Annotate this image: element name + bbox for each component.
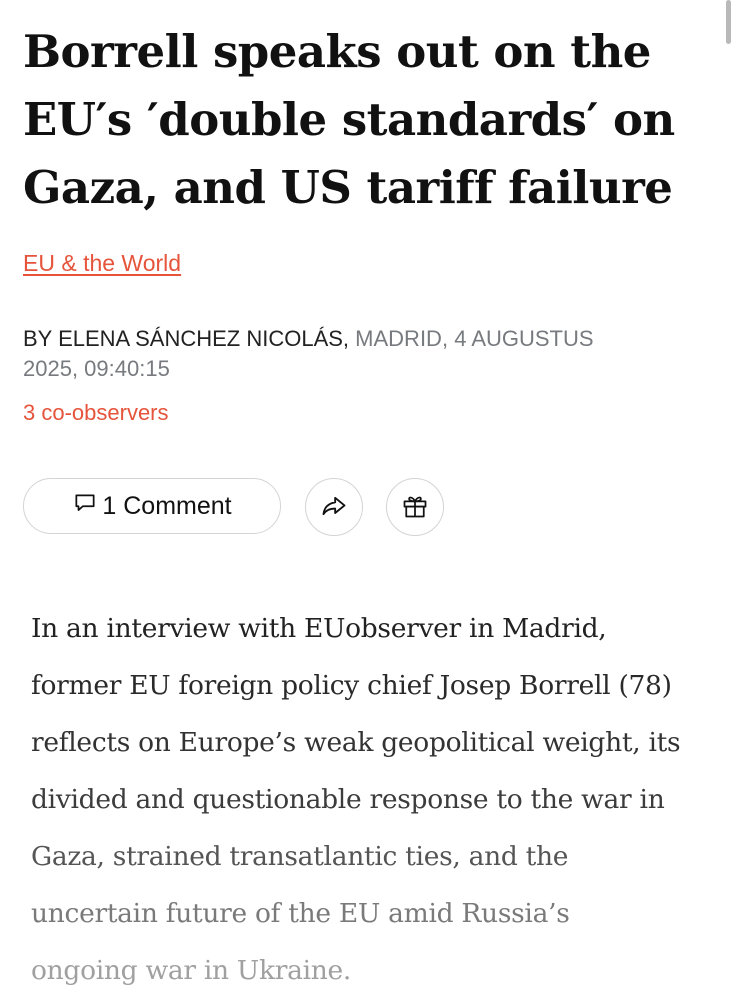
byline — [23, 324, 703, 384]
co-observers-link[interactable]: 3 co-observers — [23, 400, 169, 425]
lead-line: divided and questionable response to the war in — [31, 784, 665, 815]
share-arrow-icon — [320, 492, 348, 523]
gift-icon — [401, 492, 429, 523]
headline — [23, 18, 703, 222]
lead-line: Gaza, strained transatlantic ties, and the — [31, 841, 569, 872]
headline-line: Gaza, and US tariff failure — [23, 161, 673, 214]
article-date: 4 AUGUSTUS — [454, 326, 594, 351]
headline-line: EU′s ′double standards′ on — [23, 93, 675, 146]
author-name[interactable]: BY ELENA SÁNCHEZ NICOLÁS, — [23, 326, 350, 351]
article-time: 2025, 09:40:15 — [23, 356, 170, 381]
lead-line: uncertain future of the EU amid Russia’s — [31, 898, 570, 929]
headline-line: Borrell speaks out on the — [23, 25, 651, 78]
scrollbar-thumb[interactable] — [726, 0, 731, 44]
comment-label: 1 Comment — [102, 491, 232, 520]
lead-line: former EU foreign policy chief Josep Borrell (78) — [31, 670, 672, 701]
speech-bubble-icon — [72, 490, 98, 523]
category-link[interactable]: EU & the World — [23, 250, 182, 276]
share-button[interactable] — [305, 478, 363, 536]
lead-line: In an interview with EUobserver in Madrid, — [31, 613, 607, 644]
lead-line: ongoing war in Ukraine. — [31, 955, 352, 986]
lead-line: reflects on Europe’s weak geopolitical weight, its — [31, 727, 681, 758]
article-location: MADRID, — [355, 326, 449, 351]
article-lead — [31, 600, 711, 999]
comment-button[interactable] — [23, 478, 281, 534]
gift-button[interactable] — [386, 478, 444, 536]
